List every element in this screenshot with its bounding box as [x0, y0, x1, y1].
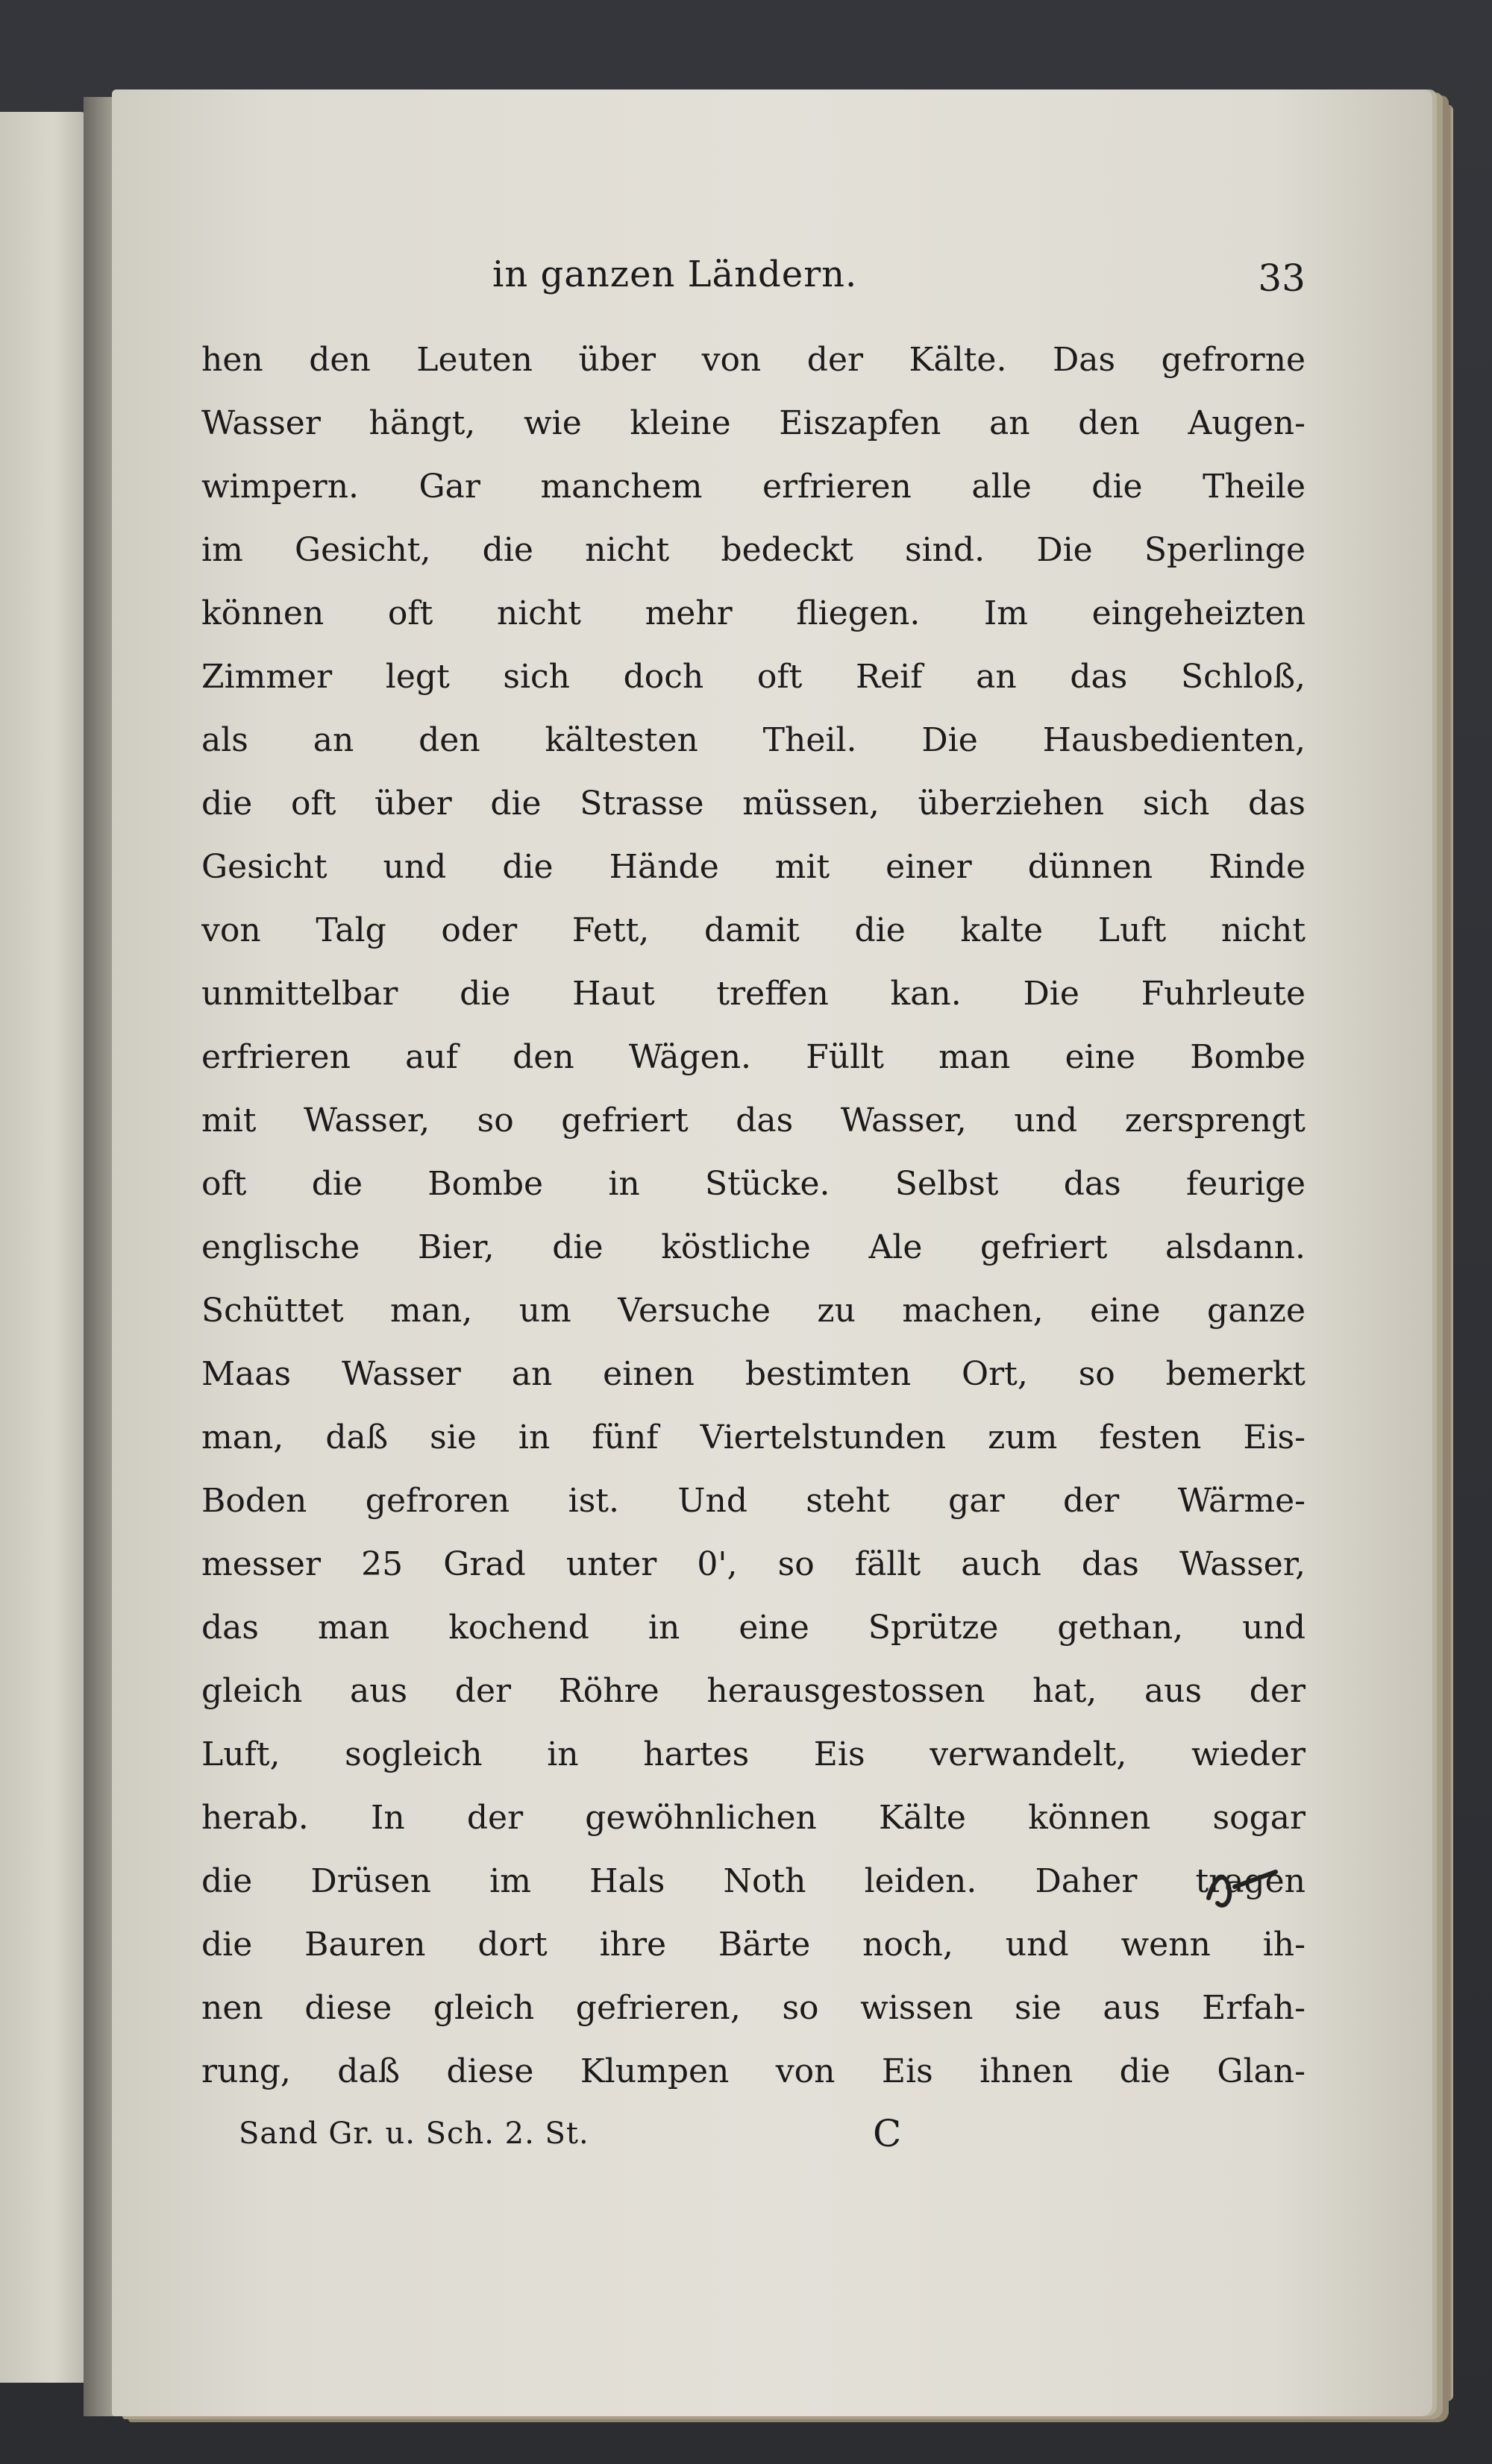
- text-line: Schüttet man, um Versuche zu machen, eine ganze: [201, 1292, 1306, 1330]
- text-line: wimpern. Gar manchem erfrieren alle die Theile: [201, 468, 1306, 506]
- text-line: unmittelbar die Haut treffen kan. Die Fuhrleute: [201, 975, 1306, 1013]
- text-line: hen den Leuten über von der Kälte. Das gefrorne: [201, 341, 1306, 379]
- text-line: messer 25 Grad unter 0', so fällt auch das Wasser,: [201, 1545, 1306, 1583]
- text-line: herab. In der gewöhnlichen Kälte können sogar: [201, 1799, 1306, 1837]
- text-line: Maas Wasser an einen bestimten Ort, so bemerkt: [201, 1355, 1306, 1393]
- text-line: Boden gefroren ist. Und steht gar der Wärme-: [201, 1482, 1306, 1520]
- text-line: mit Wasser, so gefriert das Wasser, und zersprengt: [201, 1101, 1306, 1140]
- text-line: von Talg oder Fett, damit die kalte Luft nicht: [201, 911, 1306, 949]
- page-stack-edge: [1432, 104, 1453, 2401]
- signature-mark: C: [873, 2112, 902, 2155]
- text-line: die oft über die Strasse müssen, überziehen sich das: [201, 785, 1306, 823]
- page-number: 33: [1258, 257, 1306, 300]
- text-line: Luft, sogleich in hartes Eis verwandelt, wieder: [201, 1735, 1306, 1773]
- page-footer: [201, 2112, 1306, 2176]
- text-line: im Gesicht, die nicht bedeckt sind. Die Sperlinge: [201, 531, 1306, 569]
- text-line: man, daß sie in fünf Viertelstunden zum festen Eis-: [201, 1418, 1306, 1456]
- text-line: Gesicht und die Hände mit einer dünnen Rinde: [201, 848, 1306, 886]
- running-head: in ganzen Ländern.: [492, 254, 858, 295]
- text-line: englische Bier, die köstliche Ale gefriert alsdann.: [201, 1228, 1306, 1266]
- text-line: rung, daß diese Klumpen von Eis ihnen die Glan-: [201, 2052, 1306, 2090]
- text-line: die Bauren dort ihre Bärte noch, und wenn ih-: [201, 1926, 1306, 1964]
- text-line: erfrieren auf den Wägen. Füllt man eine Bombe: [201, 1038, 1306, 1076]
- handwritten-margin-mark: [1194, 1857, 1283, 1917]
- text-line: das man kochend in eine Sprütze gethan, und: [201, 1609, 1306, 1647]
- text-line: die Drüsen im Hals Noth leiden. Daher tragen: [201, 1862, 1306, 1900]
- text-line: Wasser hängt, wie kleine Eiszapfen an den Augen-: [201, 404, 1306, 442]
- left-page-edge: [0, 112, 90, 2383]
- text-line: als an den kältesten Theil. Die Hausbedienten,: [201, 721, 1306, 759]
- text-line: oft die Bombe in Stücke. Selbst das feurige: [201, 1165, 1306, 1203]
- text-line: gleich aus der Röhre herausgestossen hat, aus der: [201, 1672, 1306, 1710]
- signature-line: Sand Gr. u. Sch. 2. St.: [239, 2116, 589, 2151]
- book-page: [112, 89, 1432, 2416]
- body-text: [201, 328, 1306, 2103]
- text-line: Zimmer legt sich doch oft Reif an das Schloß,: [201, 658, 1306, 696]
- page-content: [201, 254, 1306, 2176]
- text-line: nen diese gleich gefrieren, so wissen sie aus Erfah-: [201, 1989, 1306, 2027]
- page-header: [201, 254, 1306, 321]
- text-line: können oft nicht mehr fliegen. Im eingeheizten: [201, 594, 1306, 632]
